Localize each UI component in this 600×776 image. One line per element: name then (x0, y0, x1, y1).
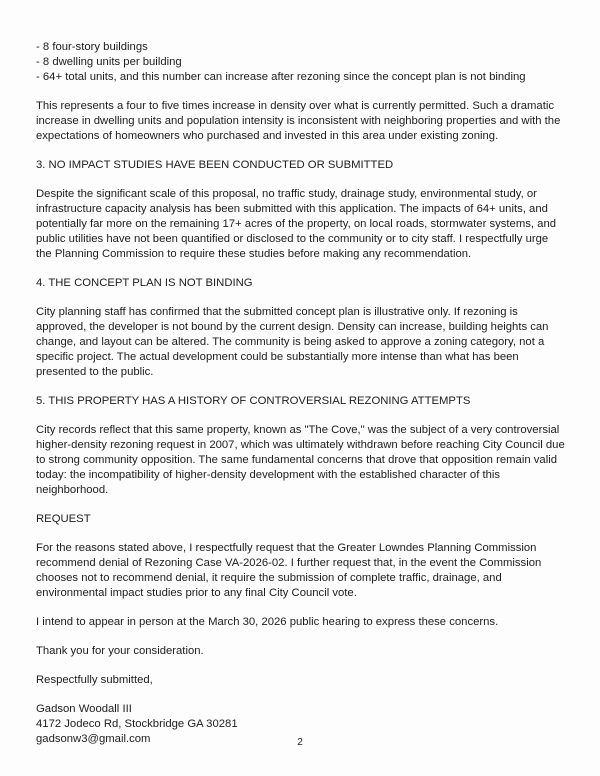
bullet-item: - 8 four-story buildings (36, 41, 148, 53)
signer-name: Gadson Woodall III (36, 703, 132, 715)
unit-bullet-list (36, 40, 566, 85)
bullet-item: - 8 dwelling units per building (36, 56, 182, 68)
page-number: 2 (297, 737, 303, 748)
signer-email: gadsonw3@gmail.com (36, 733, 151, 745)
section-body-concept-plan: City planning staff has confirmed that the submitted concept plan is illustrative only. If rezoning is approved, the developer is not bound by the current design. Density can increase, building heights can change, and layout can be altered. The community is being asked to approve a zoning category, not a specific project. The actual development could be substantially more intense than what has been presented to the public. (36, 306, 549, 378)
section-body-rezoning-history: City records reflect that this same property, known as "The Cove," was the subject of a very controversial higher-density rezoning request in 2007, which was ultimately withdrawn before reaching City Council due to strong community opposition. The same fundamental concerns that drove that opposition remain valid today: the incompatibility of higher-density development with the established character of this neighborhood. (36, 424, 565, 496)
sign-off: Respectfully submitted, (36, 674, 153, 686)
section-heading-request: REQUEST (36, 513, 91, 525)
letter-body (36, 40, 566, 747)
section-body-impact-studies: Despite the significant scale of this proposal, no traffic study, drainage study, environmental study, or infrastructure capacity analysis has been submitted with this application. The impacts of 64+ units, and potentially far more on the remaining 17+ acres of the property, on local roads, stormwater systems, and public utilities have not been quantified or disclosed to the community or to city staff. I respectfully urge the Planning Commission to require these studies before making any recommendation. (36, 188, 557, 260)
density-paragraph: This represents a four to five times increase in density over what is currently permitted. Such a dramatic increase in dwelling units and population intensity is inconsistent with neighboring properties and with the expectations of homeowners who purchased and invested in this area under existing zoning. (36, 100, 561, 142)
thank-you-paragraph: Thank you for your consideration. (36, 645, 204, 657)
section-heading-rezoning-history: 5. THIS PROPERTY HAS A HISTORY OF CONTROVERSIAL REZONING ATTEMPTS (36, 395, 471, 407)
section-body-request: For the reasons stated above, I respectfully request that the Greater Lowndes Planning Commission recommend denial of Rezoning Case VA-2026-02. I further request that, in the event the Commission chooses not to recommend denial, it require the submission of complete traffic, drainage, and environmental impact studies prior to any final City Council vote. (36, 542, 542, 599)
hearing-paragraph: I intend to appear in person at the March 30, 2026 public hearing to express these concerns. (36, 616, 499, 628)
section-heading-impact-studies: 3. NO IMPACT STUDIES HAVE BEEN CONDUCTED OR SUBMITTED (36, 159, 394, 171)
bullet-item: - 64+ total units, and this number can increase after rezoning since the concept plan is not binding (36, 71, 526, 83)
section-heading-concept-plan: 4. THE CONCEPT PLAN IS NOT BINDING (36, 277, 253, 289)
signer-address: 4172 Jodeco Rd, Stockbridge GA 30281 (36, 718, 238, 730)
